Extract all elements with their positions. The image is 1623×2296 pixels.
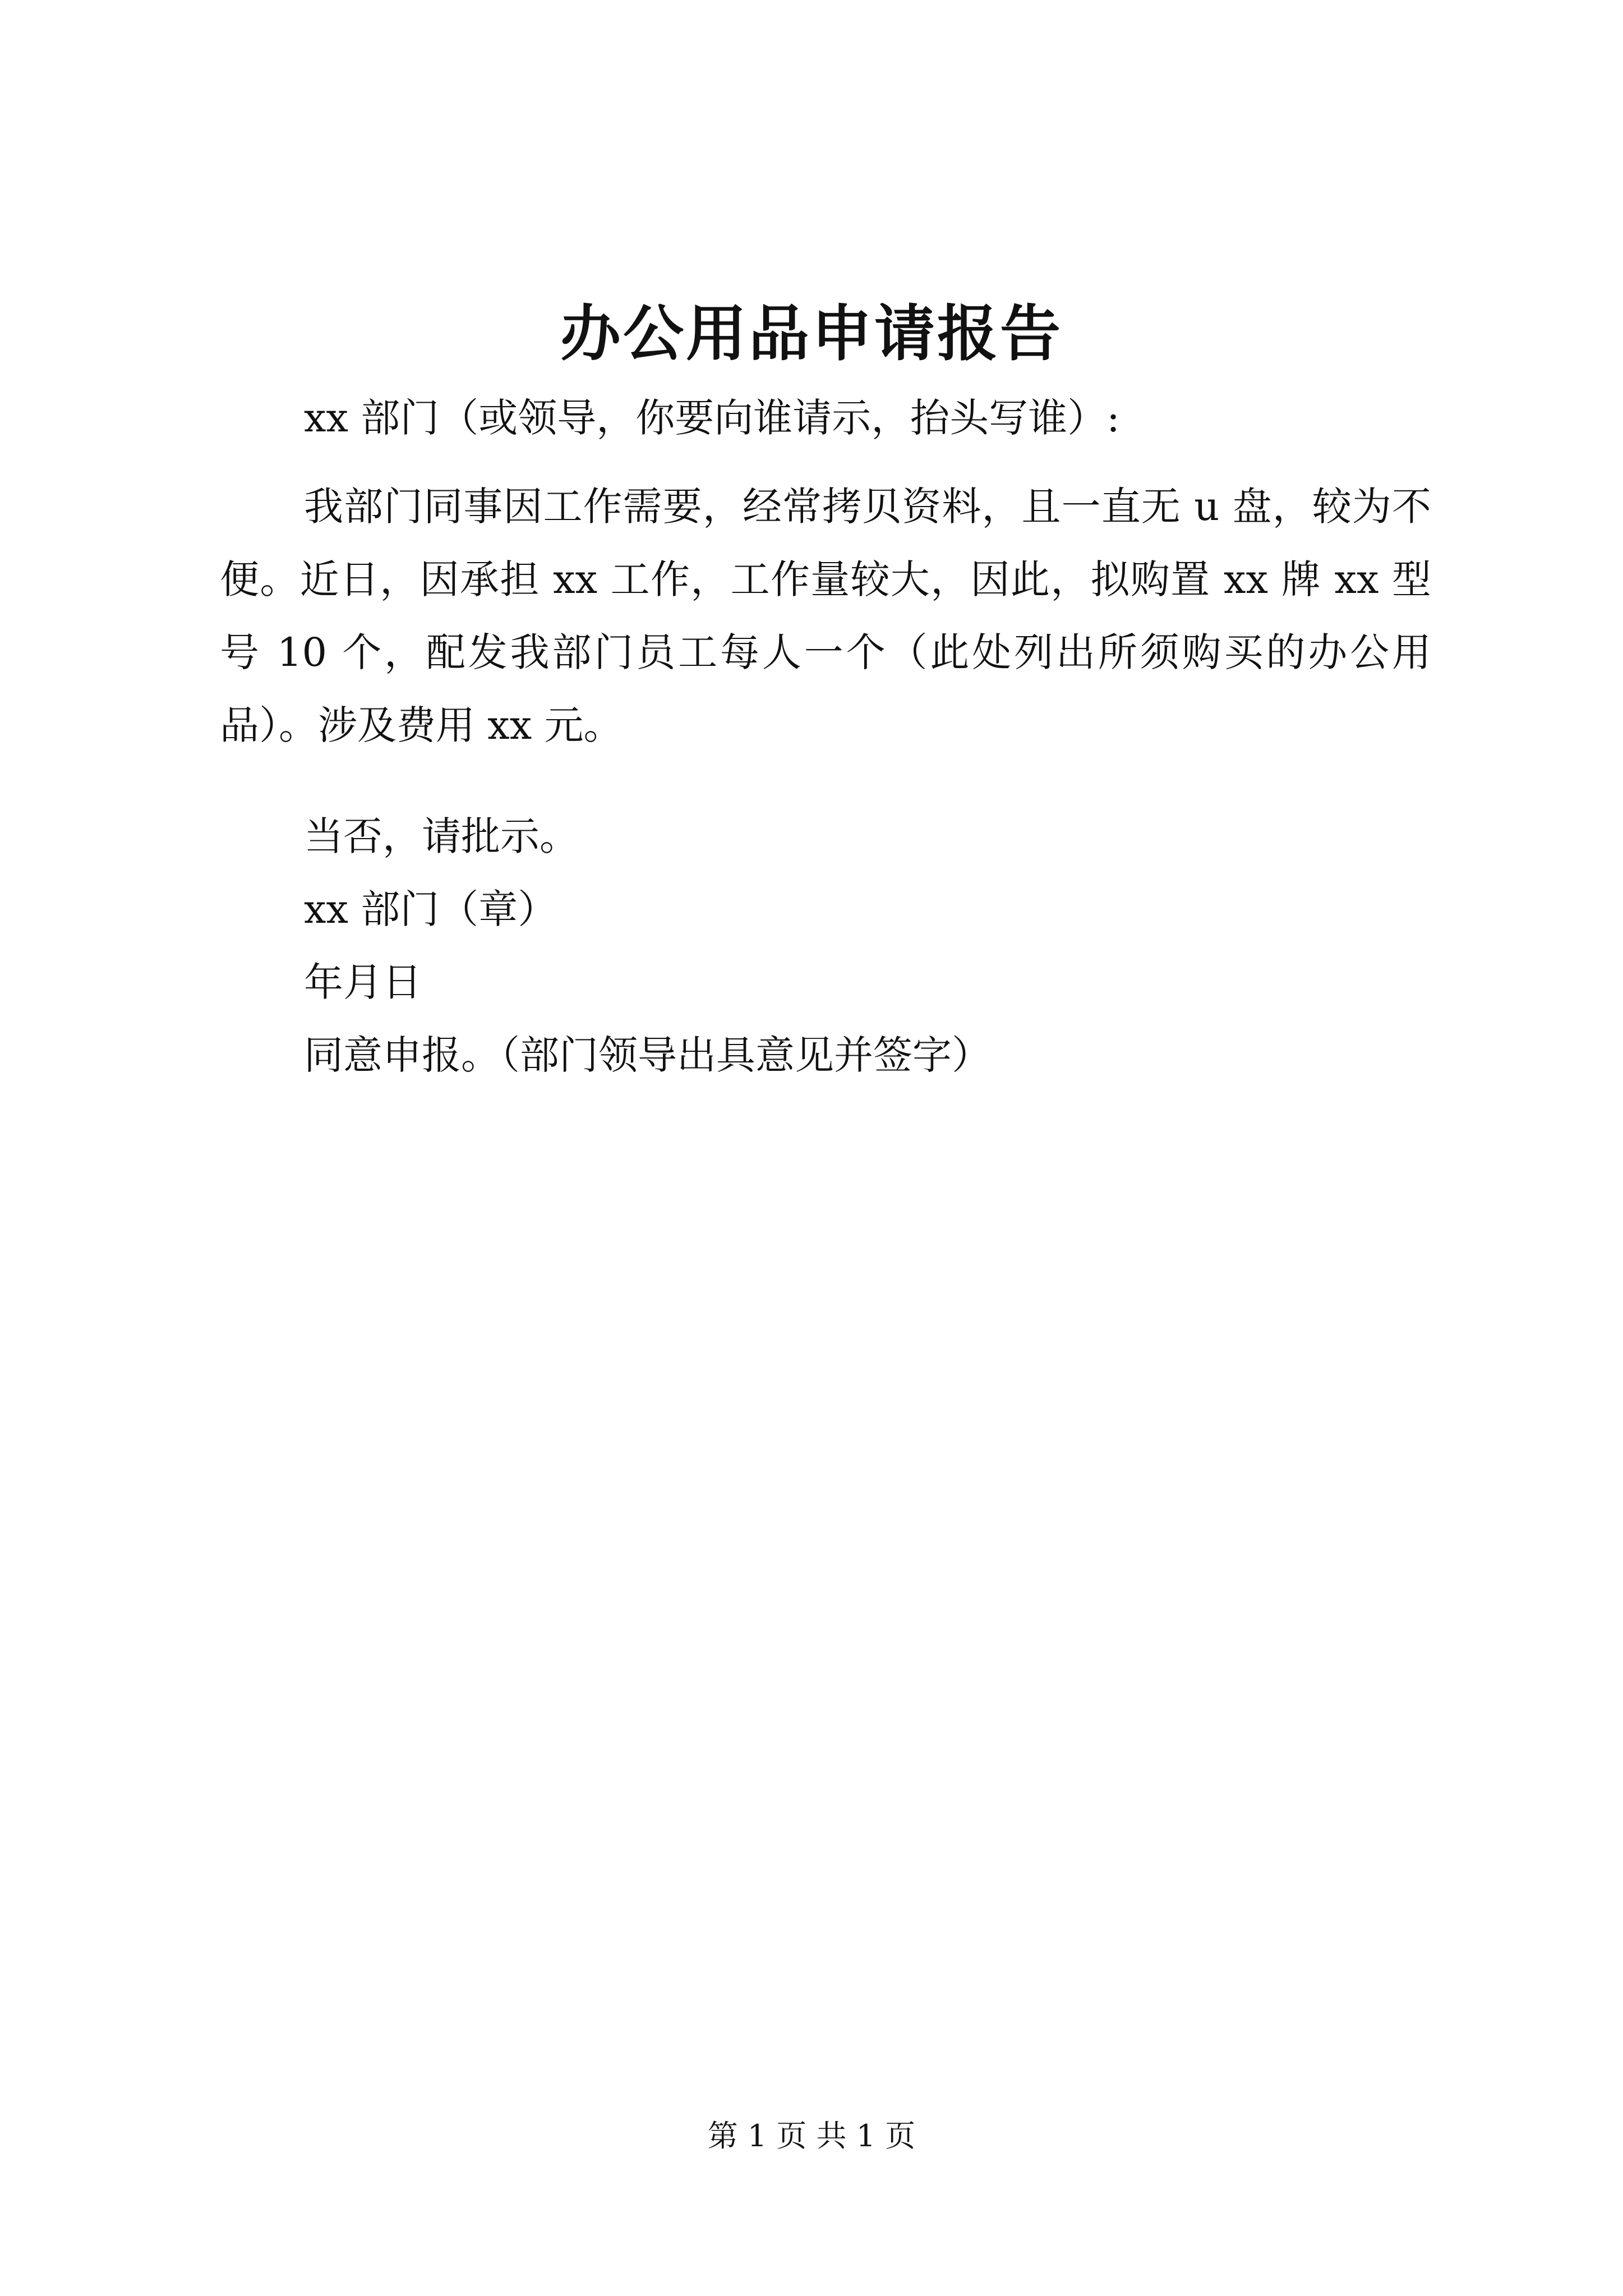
closing-line: 当否，请批示。 [304, 813, 579, 859]
main-paragraph: 我部门同事因工作需要，经常拷贝资料，且一直无 u 盘，较为不便。近日，因承担 xx 工作，工作量较大，因此，拟购置 xx 牌 xx 型号 10 个，配发我部门员工每人一个（此处列出所须购买的办公用品）。涉及费用 xx 元。 [220, 484, 1431, 748]
main-paragraph-block [220, 470, 1431, 762]
document-title: 办公用品申请报告 [560, 298, 1063, 369]
approval-block [220, 1019, 1431, 1092]
signature-department: xx 部门（章） [304, 886, 557, 932]
date-block [220, 946, 1431, 1019]
page-number: 第 1 页 共 1 页 [707, 2118, 916, 2154]
closing-block [220, 800, 1431, 873]
signature-block [220, 873, 1431, 946]
date-line: 年月日 [304, 959, 422, 1005]
salutation-block [220, 381, 1431, 454]
approval-line: 同意申报。（部门领导出具意见并签字） [304, 1032, 991, 1078]
salutation-line: xx 部门（或领导，你要向谁请示，抬头写谁）: [304, 395, 1120, 441]
page-footer [0, 2114, 1623, 2159]
